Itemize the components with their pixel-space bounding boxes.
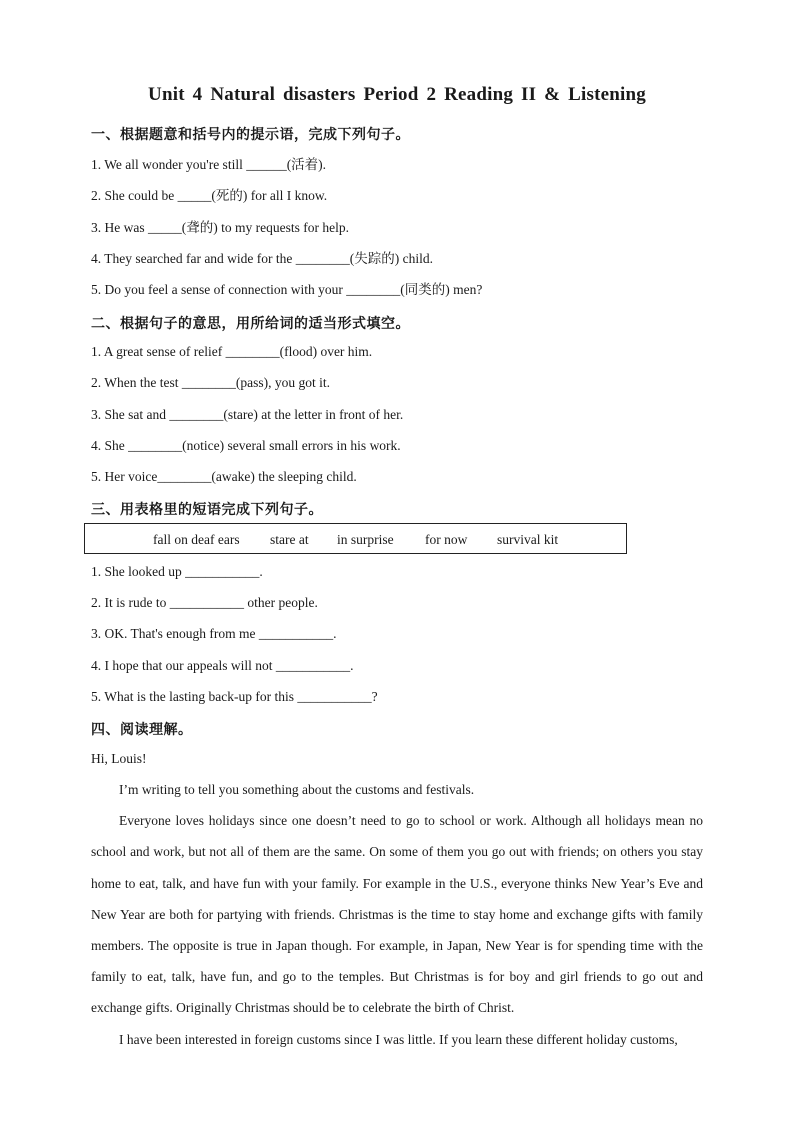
passage-paragraph-1: I’m writing to tell you something about the customs and festivals. xyxy=(119,782,475,797)
page-title: Unit 4 Natural disasters Period 2 Reading II & Listening xyxy=(148,84,646,105)
phrase-3: in surprise xyxy=(337,532,394,547)
section3-item-5: 5. What is the lasting back-up for this ___________? xyxy=(91,689,378,704)
phrase-2: stare at xyxy=(270,532,309,547)
reading-passage xyxy=(91,774,703,1055)
section2-item-1: 1. A great sense of relief ________(flood) over him. xyxy=(91,344,373,359)
section2-item-2: 2. When the test ________(pass), you got it. xyxy=(91,375,330,390)
section1-item-3: 3. He was _____(聋的) to my requests for help. xyxy=(91,220,349,235)
section3-item-1: 1. She looked up ___________. xyxy=(91,564,263,579)
section2-item-4: 4. She ________(notice) several small errors in his work. xyxy=(91,438,401,453)
phrase-5: survival kit xyxy=(497,532,559,547)
phrase-1: fall on deaf ears xyxy=(153,532,240,547)
section1-heading: 一、根据题意和括号内的提示语，完成下列句子。 xyxy=(91,127,410,143)
passage-paragraph-2: Everyone loves holidays since one doesn’t need to go to school or work. Although all holidays mean no school and work, but not all of them are the same. On some of them you go out with friends; on others you stay home to eat, talk, and have fun with your family. For example in the U.S., everyone thinks New Year’s Eve and New Year are both for partying with friends. Christmas is the time to stay home and exchange gifts with family members. The opposite is true in Japan though. For example, in Japan, New Year is for spending time with the family to eat, talk, have fun, and go to the temples. But Christmas is for boy and girl friends to go out and exchange gifts. Originally Christmas should be to celebrate the birth of Christ. xyxy=(91,813,703,1016)
section3-item-4: 4. I hope that our appeals will not ___________. xyxy=(91,658,354,673)
section1-item-2: 2. She could be _____(死的) for all I know. xyxy=(91,188,328,203)
section3-heading: 三、用表格里的短语完成下列句子。 xyxy=(91,502,323,518)
section1-item-5: 5. Do you feel a sense of connection with your ________(同类的) men? xyxy=(91,282,483,297)
section4-heading: 四、阅读理解。 xyxy=(91,722,193,738)
phrase-4: for now xyxy=(425,532,468,547)
letter-greeting: Hi, Louis! xyxy=(91,751,147,766)
section2-heading: 二、根据句子的意思，用所给词的适当形式填空。 xyxy=(91,316,410,332)
section3-item-3: 3. OK. That's enough from me ___________. xyxy=(91,626,337,641)
phrase-table xyxy=(84,523,627,554)
section1-item-1: 1. We all wonder you're still ______(活着). xyxy=(91,157,327,172)
section1-item-4: 4. They searched far and wide for the ________(失踪的) child. xyxy=(91,251,434,266)
section3-item-2: 2. It is rude to ___________ other people. xyxy=(91,595,318,610)
section2-item-5: 5. Her voice________(awake) the sleeping child. xyxy=(91,469,357,484)
passage-paragraph-3: I have been interested in foreign customs since I was little. If you learn these different holiday customs, xyxy=(119,1031,678,1047)
section2-item-3: 3. She sat and ________(stare) at the letter in front of her. xyxy=(91,407,404,422)
